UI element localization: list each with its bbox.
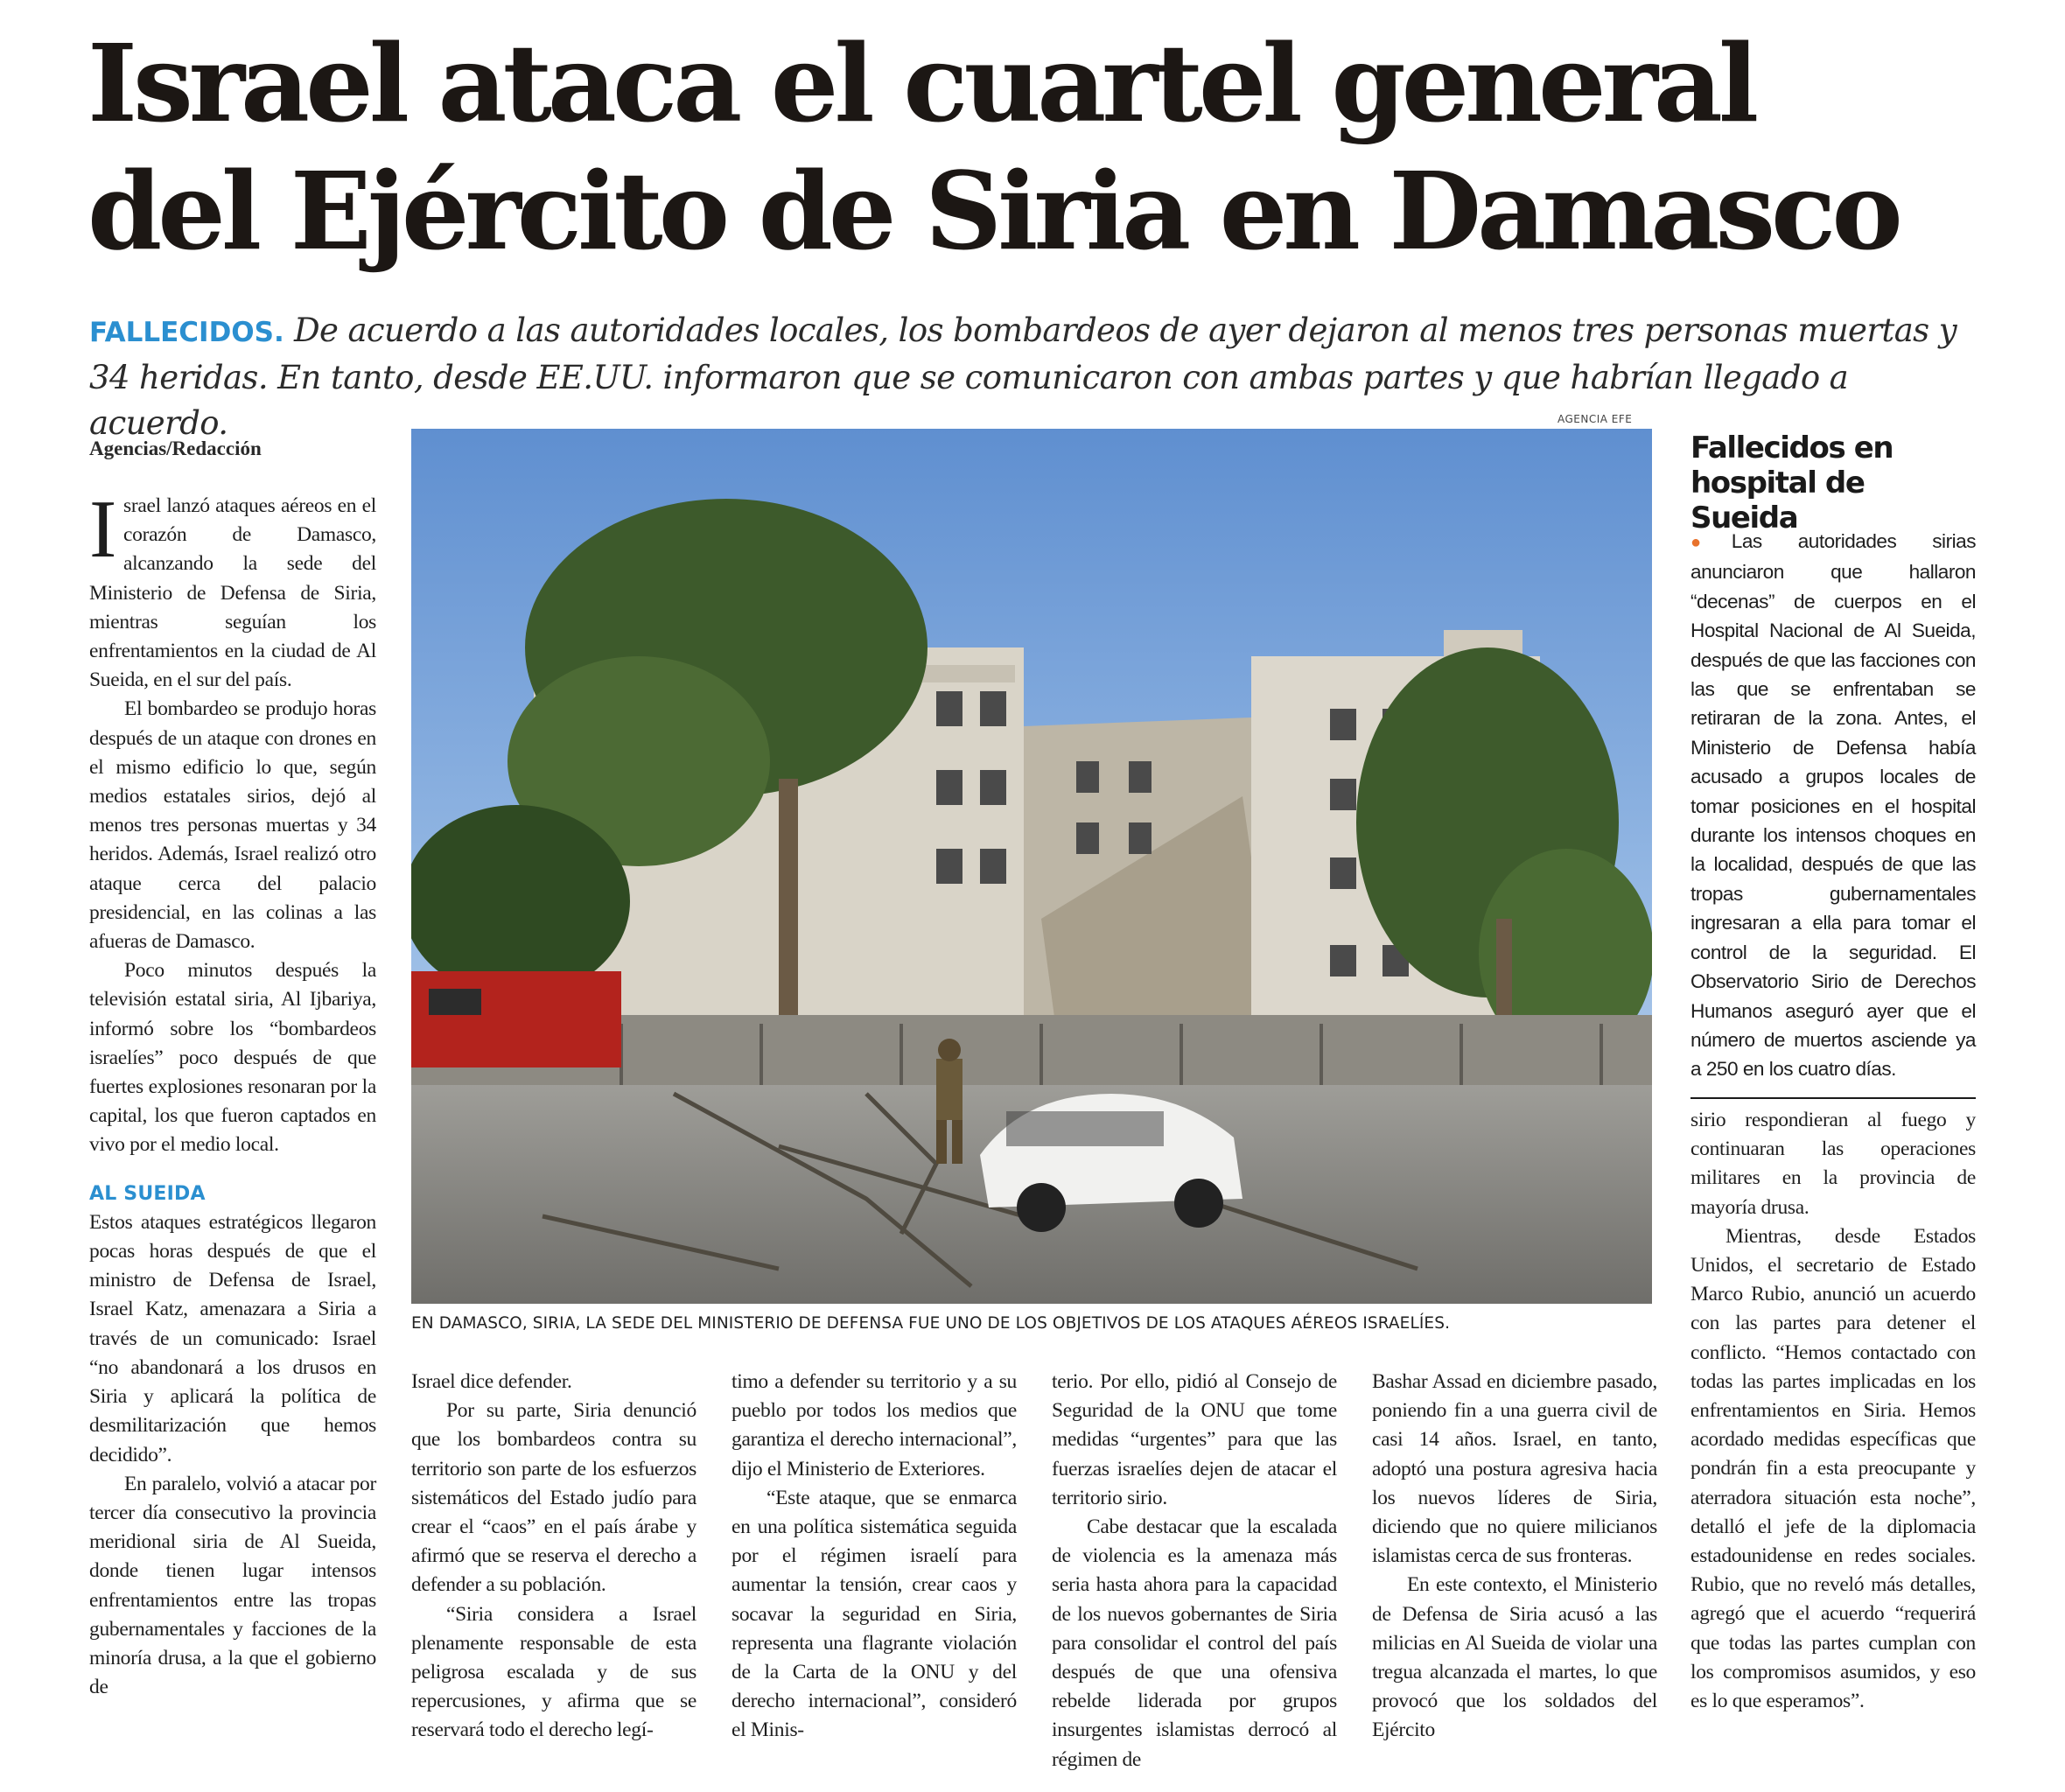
headline-line-1: Israel ataca el cuartel general	[88, 20, 1755, 146]
news-photo	[411, 429, 1652, 1304]
photo-caption: EN DAMASCO, SIRIA, LA SEDE DEL MINISTERIO DE DEFENSA FUE UNO DE LOS OBJETIVOS DE LOS ATAQUES AÉREOS ISRAELÍES.	[411, 1314, 1451, 1333]
paragraph: terio. Por ello, pidió al Consejo de Seguridad de la ONU que tome medidas “urgentes” para que las fuerzas israelíes dejen de atacar el territorio sirio.	[1052, 1370, 1337, 1509]
sidebar-divider	[1690, 1097, 1976, 1099]
article-column-1	[89, 484, 376, 1702]
paragraph: Por su parte, Siria denunció que los bombardeos contra su territorio son parte de los esfuerzos sistemáticos del Estado judío para crear el “caos” en el país árabe y afirmó que se reserva el derecho a defender a su población.	[411, 1399, 696, 1597]
paragraph: En paralelo, volvió a atacar por tercer día consecutivo la provincia meridional siria de Al Sueida, donde tienen lugar intensos enfrentamientos entre las tropas gubernamentales y facciones de la minoría drusa, a la que el gobierno de	[89, 1472, 376, 1699]
section-subhead: AL SUEIDA	[89, 1182, 206, 1205]
deck-text: De acuerdo a las autoridades locales, los bombardeos de ayer dejaron al menos tres personas muertas y 34 heridas. En tanto, desde EE.UU. informaron que se comunicaron con ambas partes y que habrían llegado a acuerdo.	[89, 312, 1957, 442]
paragraph: Israel dice defender.	[411, 1370, 572, 1393]
paragraph: Bashar Assad en diciembre pasado, poniendo fin a una guerra civil de casi 14 años. Israel, en tanto, adoptó una postura agresiva hacia los nuevos líderes de Siria, diciendo que no quiere milicianos islamistas cerca de sus fronteras.	[1372, 1370, 1657, 1568]
paragraph: “Este ataque, que se enmarca en una política sistemática seguida por el régimen israelí para aumentar la tensión, crear caos y socavar la seguridad en Siria, representa una flagrante violación de la Carta de la ONU y del derecho internacional”, consideró el Minis-	[732, 1486, 1017, 1742]
damaged-building-photo	[411, 429, 1652, 1304]
paragraph: Mientras, desde Estados Unidos, el secretario de Estado Marco Rubio, anunció un acuerdo con las partes para detener el conflicto. “Hemos contactado con todas las partes implicadas en los enfrentamientos en Siria. Hemos acordado medidas específicas que pondrán fin a esta preocupante y aterradora situación esta noche”, detalló el jefe de la diplomacia estadounidense en redes sociales. Rubio, que no reveló más detalles, agregó que el acuerdo “requerirá que todas las partes cumplan con los compromisos asumidos, y eso es lo que esperamos”.	[1690, 1224, 1976, 1713]
article-column-2	[411, 1368, 696, 1746]
drop-cap: I	[89, 484, 117, 575]
paragraph: Poco minutos después la televisión estatal siria, Al Ijbariya, informó sobre los “bombardeos israelíes” poco después de que fuertes explosiones resonaran por la capital, los que fueron captados en vivo por el medio local.	[89, 959, 376, 1157]
headline-line-2: del Ejército de Siria en Damasco	[88, 148, 1899, 274]
sidebar-title: Fallecidos en hospital de Sueida	[1690, 430, 1894, 536]
paragraph	[89, 484, 376, 695]
paragraph: Cabe destacar que la escalada de violencia es la amenaza más seria hasta ahora para la capacidad de los nuevos gobernantes de Siria para consolidar el control del país después de que una ofensiva rebelde liderada por grupos insurgentes islamistas derrocó al régimen de	[1052, 1516, 1337, 1771]
byline: Agencias/Redacción	[89, 438, 262, 459]
paragraph: “Siria considera a Israel plenamente responsable de esta peligrosa escalada y de sus repercusiones, y afirma que se reservará todo el derecho legí-	[411, 1602, 696, 1742]
paragraph: El bombardeo se produjo horas después de un ataque con drones en el mismo edificio lo que, según medios estatales sirios, dejó al menos tres personas muertas y 34 heridos. Además, Israel realizó otro ataque cerca del palacio presidencial, en las colinas a las afueras de Damasco.	[89, 697, 376, 954]
article-column-6	[1690, 1106, 1976, 1716]
paragraph-text: srael lanzó ataques aéreos en el corazón de Damasco, alcanzando la sede del Ministerio de Defensa de Siria, mientras seguían los enfrentamientos en la ciudad de Al Sueida, en el sur del país.	[89, 494, 376, 692]
article-column-3	[732, 1368, 1017, 1746]
deck-kicker: FALLECIDOS.	[89, 317, 284, 348]
photo-credit: AGENCIA EFE	[1558, 413, 1633, 425]
bullet-dot-icon: ●	[1690, 533, 1732, 552]
paragraph: sirio respondieran al fuego y continuaran las operaciones militares en la provincia de mayoría drusa.	[1690, 1109, 1976, 1219]
article-column-5	[1372, 1368, 1657, 1746]
paragraph: Estos ataques estratégicos llegaron pocas horas después de que el ministro de Defensa de Israel, Israel Katz, amenazara a Siria a través de un comunicado: Israel “no abandonará a los drusos en Siria y aplicará la política de desmilitarización que hemos decidido”.	[89, 1210, 376, 1466]
paragraph: En este contexto, el Ministerio de Defensa de Siria acusó a las milicias en Al Sueida de violar una tregua alcanzada el martes, lo que provocó que los soldados del Ejército	[1372, 1573, 1657, 1742]
article-column-4	[1052, 1368, 1337, 1774]
headline	[88, 19, 2012, 275]
sidebar-text: Las autoridades sirias anunciaron que hallaron “decenas” de cuerpos en el Hospital Nacional de Al Sueida, después de que las facciones con las que se enfrentaban se retiraran de la zona. Antes, el Ministerio de Defensa había acusado a grupos locales de tomar posiciones en el hospital durante los intensos choques en la localidad, después de que las tropas gubernamentales ingresaran a ella para tomar el control de la seguridad. El Observatorio Sirio de Derechos Humanos aseguró ayer que el número de muertos asciende ya a 250 en los cuatro días.	[1690, 530, 1976, 1081]
deck-summary	[89, 308, 1970, 446]
sidebar-body	[1690, 527, 1976, 1084]
paragraph: timo a defender su territorio y a su pueblo por todos los medios que garantiza el derecho internacional”, dijo el Ministerio de Exteriores.	[732, 1370, 1017, 1480]
